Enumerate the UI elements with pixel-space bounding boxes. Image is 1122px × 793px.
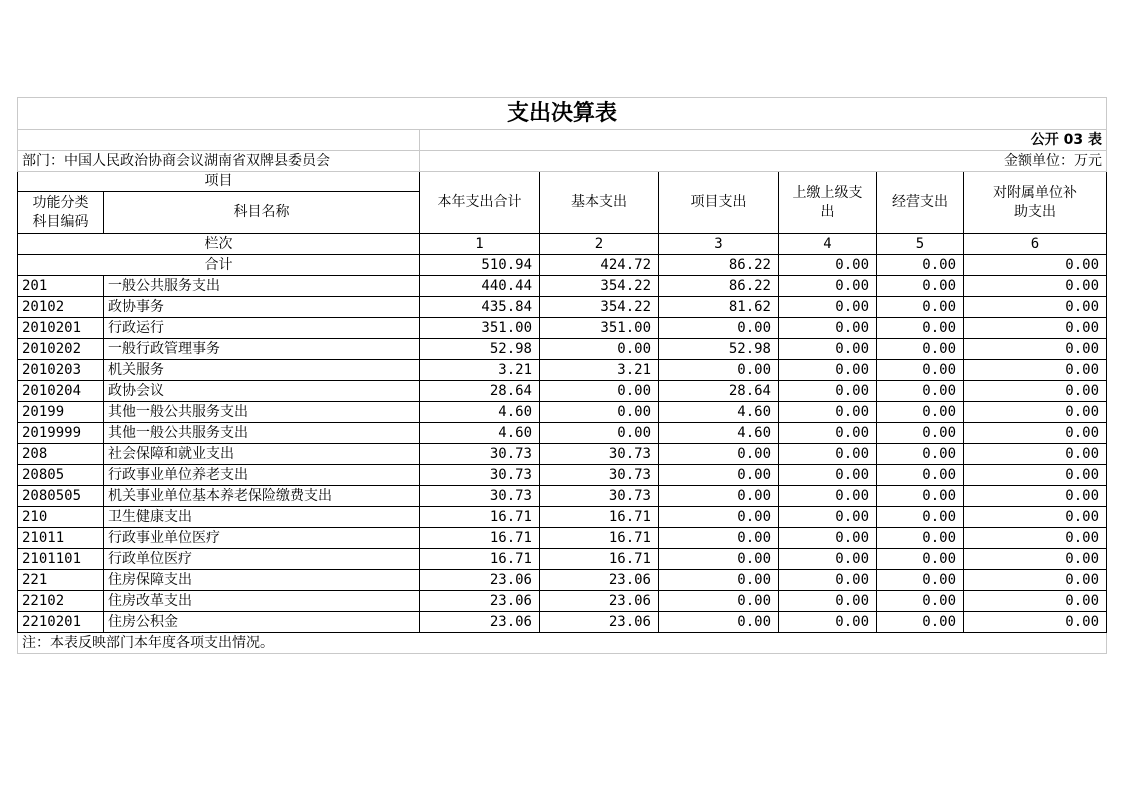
table-row bbox=[18, 318, 1107, 339]
amount-cell: 3.21 bbox=[540, 360, 659, 381]
amount-cell: 0.00 bbox=[964, 528, 1107, 549]
subject-name: 机关事业单位基本养老保险缴费支出 bbox=[104, 486, 420, 507]
table-row bbox=[18, 549, 1107, 570]
table-row bbox=[18, 612, 1107, 633]
amount-cell: 0.00 bbox=[659, 507, 779, 528]
total-cell: 0.00 bbox=[877, 255, 964, 276]
subject-name: 机关服务 bbox=[104, 360, 420, 381]
subject-code: 201 bbox=[18, 276, 104, 297]
expenditure-table bbox=[17, 97, 1107, 654]
amount-cell: 0.00 bbox=[540, 381, 659, 402]
amount-cell: 0.00 bbox=[964, 423, 1107, 444]
subject-name: 政协会议 bbox=[104, 381, 420, 402]
amount-cell: 16.71 bbox=[420, 528, 540, 549]
amount-cell: 16.71 bbox=[540, 507, 659, 528]
amount-cell: 0.00 bbox=[877, 612, 964, 633]
amount-cell: 0.00 bbox=[964, 591, 1107, 612]
amount-cell: 0.00 bbox=[964, 570, 1107, 591]
index-cell: 4 bbox=[779, 234, 877, 255]
header-col3: 项目支出 bbox=[659, 172, 779, 234]
table-row bbox=[18, 423, 1107, 444]
table-row bbox=[18, 507, 1107, 528]
subject-name: 政协事务 bbox=[104, 297, 420, 318]
amount-cell: 23.06 bbox=[540, 570, 659, 591]
table-row bbox=[18, 276, 1107, 297]
header-code: 功能分类科目编码 bbox=[18, 192, 104, 234]
amount-cell: 354.22 bbox=[540, 297, 659, 318]
amount-cell: 0.00 bbox=[779, 507, 877, 528]
subject-code: 22102 bbox=[18, 591, 104, 612]
amount-cell: 0.00 bbox=[964, 318, 1107, 339]
subject-name: 行政单位医疗 bbox=[104, 549, 420, 570]
subject-code: 20102 bbox=[18, 297, 104, 318]
amount-cell: 4.60 bbox=[659, 402, 779, 423]
table-row bbox=[18, 444, 1107, 465]
subject-name: 一般公共服务支出 bbox=[104, 276, 420, 297]
total-cell: 510.94 bbox=[420, 255, 540, 276]
amount-cell: 0.00 bbox=[779, 591, 877, 612]
amount-cell: 23.06 bbox=[420, 612, 540, 633]
amount-cell: 28.64 bbox=[420, 381, 540, 402]
subject-code: 2210201 bbox=[18, 612, 104, 633]
amount-cell: 0.00 bbox=[964, 402, 1107, 423]
header-col1: 本年支出合计 bbox=[420, 172, 540, 234]
table-row bbox=[18, 402, 1107, 423]
amount-cell: 0.00 bbox=[877, 465, 964, 486]
amount-cell: 0.00 bbox=[877, 528, 964, 549]
amount-cell: 0.00 bbox=[779, 444, 877, 465]
index-row-label: 栏次 bbox=[18, 234, 420, 255]
subject-code: 221 bbox=[18, 570, 104, 591]
amount-cell: 0.00 bbox=[540, 423, 659, 444]
amount-cell: 0.00 bbox=[659, 465, 779, 486]
table-row bbox=[18, 570, 1107, 591]
amount-cell: 0.00 bbox=[659, 486, 779, 507]
amount-cell: 52.98 bbox=[420, 339, 540, 360]
header-col5: 经营支出 bbox=[877, 172, 964, 234]
index-cell: 2 bbox=[540, 234, 659, 255]
amount-cell: 0.00 bbox=[779, 465, 877, 486]
amount-cell: 0.00 bbox=[964, 297, 1107, 318]
total-row-label: 合计 bbox=[18, 255, 420, 276]
department-label: 部门：中国人民政治协商会议湖南省双牌县委员会 bbox=[18, 151, 420, 172]
amount-cell: 0.00 bbox=[877, 297, 964, 318]
amount-cell: 0.00 bbox=[659, 360, 779, 381]
subject-name: 行政运行 bbox=[104, 318, 420, 339]
amount-cell: 30.73 bbox=[420, 444, 540, 465]
amount-cell: 0.00 bbox=[877, 486, 964, 507]
amount-cell: 0.00 bbox=[779, 381, 877, 402]
table-row bbox=[18, 528, 1107, 549]
amount-cell: 0.00 bbox=[877, 360, 964, 381]
amount-cell: 440.44 bbox=[420, 276, 540, 297]
amount-cell: 0.00 bbox=[877, 423, 964, 444]
amount-cell: 351.00 bbox=[540, 318, 659, 339]
amount-cell: 0.00 bbox=[659, 444, 779, 465]
amount-cell: 0.00 bbox=[964, 549, 1107, 570]
amount-cell: 23.06 bbox=[540, 612, 659, 633]
amount-cell: 23.06 bbox=[420, 570, 540, 591]
amount-cell: 16.71 bbox=[420, 549, 540, 570]
amount-cell: 0.00 bbox=[659, 612, 779, 633]
amount-cell: 23.06 bbox=[540, 591, 659, 612]
amount-cell: 3.21 bbox=[420, 360, 540, 381]
amount-cell: 0.00 bbox=[659, 549, 779, 570]
subject-name: 住房公积金 bbox=[104, 612, 420, 633]
amount-cell: 0.00 bbox=[779, 276, 877, 297]
table-row bbox=[18, 381, 1107, 402]
subject-name: 卫生健康支出 bbox=[104, 507, 420, 528]
subject-code: 208 bbox=[18, 444, 104, 465]
amount-cell: 0.00 bbox=[779, 612, 877, 633]
subject-name: 住房改革支出 bbox=[104, 591, 420, 612]
table-row bbox=[18, 591, 1107, 612]
table-row bbox=[18, 465, 1107, 486]
amount-cell: 0.00 bbox=[540, 402, 659, 423]
subject-name: 行政事业单位医疗 bbox=[104, 528, 420, 549]
amount-cell: 0.00 bbox=[877, 402, 964, 423]
subject-code: 20805 bbox=[18, 465, 104, 486]
table-number: 公开 03 表 bbox=[420, 130, 1107, 151]
amount-cell: 30.73 bbox=[540, 486, 659, 507]
amount-cell: 0.00 bbox=[964, 276, 1107, 297]
amount-cell: 81.62 bbox=[659, 297, 779, 318]
amount-cell: 0.00 bbox=[964, 444, 1107, 465]
amount-cell: 0.00 bbox=[877, 339, 964, 360]
amount-cell: 86.22 bbox=[659, 276, 779, 297]
subject-code: 21011 bbox=[18, 528, 104, 549]
amount-cell: 16.71 bbox=[420, 507, 540, 528]
header-item: 项目 bbox=[18, 172, 420, 192]
table-note: 注：本表反映部门本年度各项支出情况。 bbox=[18, 633, 1107, 654]
amount-cell: 0.00 bbox=[877, 570, 964, 591]
amount-cell: 28.64 bbox=[659, 381, 779, 402]
amount-cell: 0.00 bbox=[659, 318, 779, 339]
amount-cell: 30.73 bbox=[420, 465, 540, 486]
amount-cell: 0.00 bbox=[877, 549, 964, 570]
subject-code: 2080505 bbox=[18, 486, 104, 507]
total-cell: 86.22 bbox=[659, 255, 779, 276]
amount-cell: 0.00 bbox=[659, 570, 779, 591]
amount-cell: 30.73 bbox=[540, 465, 659, 486]
amount-cell: 351.00 bbox=[420, 318, 540, 339]
amount-cell: 0.00 bbox=[877, 276, 964, 297]
amount-cell: 354.22 bbox=[540, 276, 659, 297]
expenditure-sheet bbox=[17, 97, 1106, 654]
amount-cell: 0.00 bbox=[877, 444, 964, 465]
total-cell: 424.72 bbox=[540, 255, 659, 276]
subject-name: 住房保障支出 bbox=[104, 570, 420, 591]
subject-code: 2101101 bbox=[18, 549, 104, 570]
amount-cell: 0.00 bbox=[964, 612, 1107, 633]
subject-code: 2010203 bbox=[18, 360, 104, 381]
index-cell: 5 bbox=[877, 234, 964, 255]
subject-code: 2010204 bbox=[18, 381, 104, 402]
index-cell: 6 bbox=[964, 234, 1107, 255]
amount-cell: 4.60 bbox=[659, 423, 779, 444]
subject-name: 其他一般公共服务支出 bbox=[104, 423, 420, 444]
amount-cell: 0.00 bbox=[779, 339, 877, 360]
amount-cell: 30.73 bbox=[420, 486, 540, 507]
amount-cell: 23.06 bbox=[420, 591, 540, 612]
amount-cell: 0.00 bbox=[779, 360, 877, 381]
amount-cell: 0.00 bbox=[779, 549, 877, 570]
amount-cell: 0.00 bbox=[964, 339, 1107, 360]
amount-cell: 0.00 bbox=[779, 318, 877, 339]
subject-code: 2019999 bbox=[18, 423, 104, 444]
amount-cell: 0.00 bbox=[659, 528, 779, 549]
amount-cell: 0.00 bbox=[877, 591, 964, 612]
amount-cell: 0.00 bbox=[779, 528, 877, 549]
amount-cell: 0.00 bbox=[779, 297, 877, 318]
amount-cell: 0.00 bbox=[964, 507, 1107, 528]
table-row bbox=[18, 297, 1107, 318]
amount-cell: 0.00 bbox=[779, 486, 877, 507]
header-col6: 对附属单位补助支出 bbox=[964, 172, 1107, 234]
subject-code: 20199 bbox=[18, 402, 104, 423]
subject-code: 2010201 bbox=[18, 318, 104, 339]
amount-cell: 0.00 bbox=[877, 507, 964, 528]
amount-cell: 4.60 bbox=[420, 423, 540, 444]
index-cell: 3 bbox=[659, 234, 779, 255]
subject-name: 一般行政管理事务 bbox=[104, 339, 420, 360]
subject-code: 210 bbox=[18, 507, 104, 528]
subject-name: 行政事业单位养老支出 bbox=[104, 465, 420, 486]
amount-cell: 0.00 bbox=[877, 381, 964, 402]
amount-cell: 0.00 bbox=[964, 465, 1107, 486]
index-cell: 1 bbox=[420, 234, 540, 255]
amount-cell: 0.00 bbox=[540, 339, 659, 360]
amount-cell: 0.00 bbox=[779, 570, 877, 591]
table-row bbox=[18, 360, 1107, 381]
header-name: 科目名称 bbox=[104, 192, 420, 234]
subject-name: 社会保障和就业支出 bbox=[104, 444, 420, 465]
total-cell: 0.00 bbox=[779, 255, 877, 276]
amount-cell: 4.60 bbox=[420, 402, 540, 423]
amount-cell: 0.00 bbox=[877, 318, 964, 339]
amount-cell: 0.00 bbox=[779, 402, 877, 423]
amount-cell: 52.98 bbox=[659, 339, 779, 360]
amount-cell: 435.84 bbox=[420, 297, 540, 318]
subject-code: 2010202 bbox=[18, 339, 104, 360]
table-row bbox=[18, 339, 1107, 360]
unit-label: 金额单位：万元 bbox=[420, 151, 1107, 172]
header-col4: 上缴上级支出 bbox=[779, 172, 877, 234]
page-title: 支出决算表 bbox=[18, 98, 1107, 130]
header-col2: 基本支出 bbox=[540, 172, 659, 234]
amount-cell: 0.00 bbox=[964, 360, 1107, 381]
table-row bbox=[18, 486, 1107, 507]
amount-cell: 0.00 bbox=[964, 381, 1107, 402]
amount-cell: 30.73 bbox=[540, 444, 659, 465]
amount-cell: 16.71 bbox=[540, 549, 659, 570]
amount-cell: 16.71 bbox=[540, 528, 659, 549]
subject-name: 其他一般公共服务支出 bbox=[104, 402, 420, 423]
amount-cell: 0.00 bbox=[964, 486, 1107, 507]
total-cell: 0.00 bbox=[964, 255, 1107, 276]
amount-cell: 0.00 bbox=[659, 591, 779, 612]
amount-cell: 0.00 bbox=[779, 423, 877, 444]
